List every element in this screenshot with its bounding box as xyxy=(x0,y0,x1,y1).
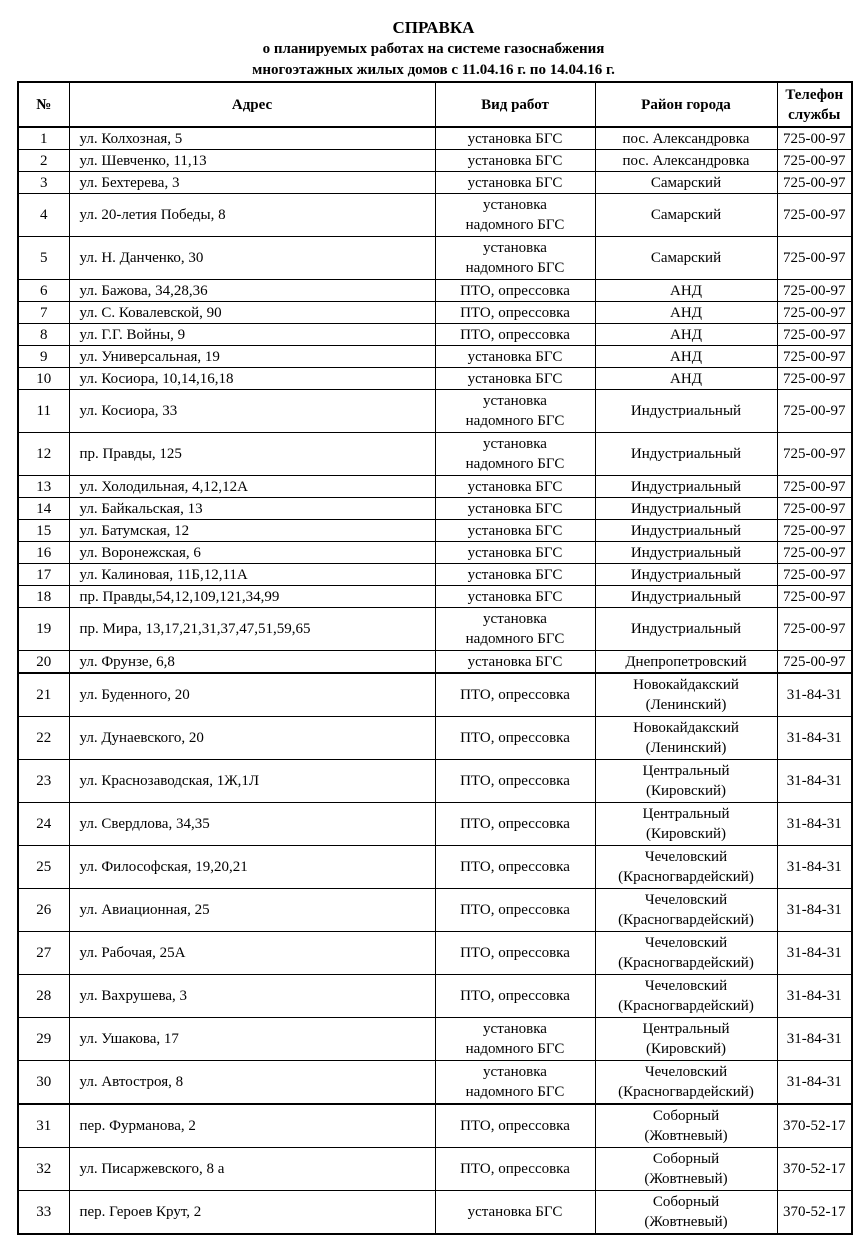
cell-line: пос. Александровка xyxy=(622,152,750,169)
cell-line: надомного БГС xyxy=(465,456,565,472)
cell-line: установка БГС xyxy=(467,370,563,387)
row-number: 26 xyxy=(18,889,69,932)
district-cell xyxy=(595,498,777,520)
work-type-cell xyxy=(435,608,595,651)
table-row xyxy=(18,542,852,564)
work-type-cell xyxy=(435,760,595,803)
cell-line: (Красногвардейский) xyxy=(618,955,754,971)
table-row xyxy=(18,651,852,674)
cell-line: Центральный xyxy=(642,1021,730,1037)
work-type-cell xyxy=(435,172,595,194)
row-number: 20 xyxy=(18,651,69,674)
cell-line: Чечеловский xyxy=(644,892,728,908)
cell-line: Соборный xyxy=(652,1151,720,1167)
cell-line: надомного БГС xyxy=(465,260,565,276)
phone-cell: 725-00-97 xyxy=(777,324,852,346)
district-cell xyxy=(595,803,777,846)
cell-line: Чечеловский xyxy=(644,978,728,994)
address-cell: ул. Свердлова, 34,35 xyxy=(69,803,435,846)
district-cell xyxy=(595,608,777,651)
row-number: 2 xyxy=(18,150,69,172)
cell-line: установка xyxy=(483,611,547,627)
cell-line: ПТО, опрессовка xyxy=(460,859,570,875)
cell-line: Соборный xyxy=(652,1194,720,1210)
phone-cell: 725-00-97 xyxy=(777,172,852,194)
work-type-cell xyxy=(435,586,595,608)
cell-line: Индустриальный xyxy=(630,446,742,462)
table-row xyxy=(18,368,852,390)
cell-line: установка БГС xyxy=(467,478,563,495)
address-cell: ул. Воронежская, 6 xyxy=(69,542,435,564)
table-row xyxy=(18,127,852,150)
cell-line: Индустриальный xyxy=(630,621,742,637)
cell-line: ПТО, опрессовка xyxy=(460,1118,570,1134)
table-row xyxy=(18,433,852,476)
row-number: 13 xyxy=(18,476,69,498)
district-cell xyxy=(595,324,777,346)
district-cell xyxy=(595,889,777,932)
work-type-cell xyxy=(435,194,595,237)
cell-line: ПТО, опрессовка xyxy=(460,1161,570,1177)
row-number: 21 xyxy=(18,673,69,717)
address-cell: пер. Фурманова, 2 xyxy=(69,1104,435,1148)
work-type-cell xyxy=(435,889,595,932)
address-cell: ул. Универсальная, 19 xyxy=(69,346,435,368)
address-cell: ул. Философская, 19,20,21 xyxy=(69,846,435,889)
cell-line: установка xyxy=(483,436,547,452)
phone-cell: 725-00-97 xyxy=(777,237,852,280)
cell-line: АНД xyxy=(670,282,702,299)
cell-line: ПТО, опрессовка xyxy=(460,988,570,1004)
table-row xyxy=(18,520,852,542)
cell-line: установка БГС xyxy=(467,544,563,561)
row-number: 8 xyxy=(18,324,69,346)
address-cell: пр. Правды,54,12,109,121,34,99 xyxy=(69,586,435,608)
district-cell xyxy=(595,846,777,889)
cell-line: установка xyxy=(483,1021,547,1037)
district-cell xyxy=(595,194,777,237)
table-row xyxy=(18,803,852,846)
phone-cell: 31-84-31 xyxy=(777,717,852,760)
district-cell xyxy=(595,237,777,280)
row-number: 29 xyxy=(18,1018,69,1061)
district-cell xyxy=(595,1061,777,1105)
work-type-cell xyxy=(435,803,595,846)
cell-line: Самарский xyxy=(650,207,722,223)
cell-line: (Кировский) xyxy=(645,1041,727,1057)
row-number: 16 xyxy=(18,542,69,564)
cell-line: Индустриальный xyxy=(630,522,742,539)
table-row xyxy=(18,498,852,520)
cell-line: Чечеловский xyxy=(644,1064,728,1080)
work-type-cell xyxy=(435,542,595,564)
row-number: 27 xyxy=(18,932,69,975)
work-type-cell xyxy=(435,368,595,390)
cell-line: установка xyxy=(483,240,547,256)
cell-line: (Жовтневый) xyxy=(644,1171,728,1187)
row-number: 31 xyxy=(18,1104,69,1148)
table-row xyxy=(18,1104,852,1148)
table-row xyxy=(18,975,852,1018)
cell-line: АНД xyxy=(670,326,702,343)
row-number: 7 xyxy=(18,302,69,324)
cell-line: установка БГС xyxy=(467,653,563,670)
cell-line: установка xyxy=(483,197,547,213)
phone-cell: 725-00-97 xyxy=(777,651,852,674)
cell-line: Индустриальный xyxy=(630,403,742,419)
district-cell xyxy=(595,127,777,150)
cell-line: установка БГС xyxy=(467,130,563,147)
table-row xyxy=(18,346,852,368)
phone-cell: 725-00-97 xyxy=(777,542,852,564)
district-cell xyxy=(595,150,777,172)
phone-cell: 725-00-97 xyxy=(777,127,852,150)
row-number: 24 xyxy=(18,803,69,846)
work-type-cell xyxy=(435,1018,595,1061)
table-row xyxy=(18,889,852,932)
address-cell: ул. Фрунзе, 6,8 xyxy=(69,651,435,674)
row-number: 15 xyxy=(18,520,69,542)
row-number: 17 xyxy=(18,564,69,586)
table-row xyxy=(18,172,852,194)
cell-line: надомного БГС xyxy=(465,413,565,429)
document-subtitle-line2: многоэтажных жилых домов с 11.04.16 г. по 14.04.16 г. xyxy=(252,62,615,78)
cell-line: АНД xyxy=(670,370,702,387)
row-number: 30 xyxy=(18,1061,69,1105)
cell-line: Соборный xyxy=(652,1108,720,1124)
row-number: 6 xyxy=(18,280,69,302)
table-row xyxy=(18,846,852,889)
address-cell: пер. Героев Крут, 2 xyxy=(69,1191,435,1235)
district-cell xyxy=(595,717,777,760)
row-number: 25 xyxy=(18,846,69,889)
phone-cell: 725-00-97 xyxy=(777,346,852,368)
row-number: 18 xyxy=(18,586,69,608)
phone-cell: 725-00-97 xyxy=(777,564,852,586)
cell-line: АНД xyxy=(670,348,702,365)
work-type-cell xyxy=(435,520,595,542)
cell-line: Центральный xyxy=(642,806,730,822)
table-row xyxy=(18,237,852,280)
phone-cell: 370-52-17 xyxy=(777,1104,852,1148)
cell-line: (Красногвардейский) xyxy=(618,912,754,928)
phone-cell: 725-00-97 xyxy=(777,608,852,651)
cell-line: ПТО, опрессовка xyxy=(460,816,570,832)
address-cell: ул. Шевченко, 11,13 xyxy=(69,150,435,172)
address-cell: ул. Ушакова, 17 xyxy=(69,1018,435,1061)
cell-line: Чечеловский xyxy=(644,849,728,865)
address-cell: ул. Рабочая, 25А xyxy=(69,932,435,975)
district-cell xyxy=(595,280,777,302)
phone-cell: 725-00-97 xyxy=(777,520,852,542)
table-row xyxy=(18,1018,852,1061)
cell-line: Индустриальный xyxy=(630,478,742,495)
row-number: 4 xyxy=(18,194,69,237)
address-cell: ул. Буденного, 20 xyxy=(69,673,435,717)
work-type-cell xyxy=(435,476,595,498)
district-cell xyxy=(595,302,777,324)
column-header-address: Адрес xyxy=(69,82,435,127)
cell-line: установка БГС xyxy=(467,522,563,539)
work-type-cell xyxy=(435,150,595,172)
district-cell xyxy=(595,1104,777,1148)
works-table xyxy=(17,81,853,1235)
address-cell: ул. Батумская, 12 xyxy=(69,520,435,542)
phone-cell: 31-84-31 xyxy=(777,975,852,1018)
phone-cell: 725-00-97 xyxy=(777,150,852,172)
cell-line: установка xyxy=(483,1064,547,1080)
row-number: 28 xyxy=(18,975,69,1018)
row-number: 33 xyxy=(18,1191,69,1235)
row-number: 19 xyxy=(18,608,69,651)
table-row xyxy=(18,476,852,498)
cell-line: Индустриальный xyxy=(630,544,742,561)
cell-line: Центральный xyxy=(642,763,730,779)
cell-line: Днепропетровский xyxy=(625,653,747,670)
table-row xyxy=(18,760,852,803)
row-number: 12 xyxy=(18,433,69,476)
phone-cell: 725-00-97 xyxy=(777,476,852,498)
district-cell xyxy=(595,542,777,564)
work-type-cell xyxy=(435,433,595,476)
table-row xyxy=(18,586,852,608)
work-type-cell xyxy=(435,846,595,889)
column-header-work: Вид работ xyxy=(435,82,595,127)
row-number: 9 xyxy=(18,346,69,368)
table-row xyxy=(18,564,852,586)
table-row xyxy=(18,1191,852,1235)
row-number: 22 xyxy=(18,717,69,760)
row-number: 23 xyxy=(18,760,69,803)
district-cell xyxy=(595,172,777,194)
cell-line: надомного БГС xyxy=(465,1084,565,1100)
phone-cell: 725-00-97 xyxy=(777,280,852,302)
cell-line: (Красногвардейский) xyxy=(618,998,754,1014)
address-cell: ул. Косиора, 33 xyxy=(69,390,435,433)
cell-line: (Красногвардейский) xyxy=(618,1084,754,1100)
address-cell: ул. С. Ковалевской, 90 xyxy=(69,302,435,324)
cell-line: Самарский xyxy=(650,174,722,191)
cell-line: ПТО, опрессовка xyxy=(460,902,570,918)
district-cell xyxy=(595,390,777,433)
work-type-cell xyxy=(435,302,595,324)
work-type-cell xyxy=(435,324,595,346)
cell-line: ПТО, опрессовка xyxy=(460,687,570,703)
column-header-district: Район города xyxy=(595,82,777,127)
cell-line: Новокайдакский xyxy=(633,720,739,736)
cell-line: (Жовтневый) xyxy=(644,1128,728,1144)
address-cell: ул. Калиновая, 11Б,12,11А xyxy=(69,564,435,586)
table-row xyxy=(18,673,852,717)
work-type-cell xyxy=(435,717,595,760)
table-row xyxy=(18,1061,852,1105)
cell-line: ПТО, опрессовка xyxy=(460,282,570,299)
document-subtitle-line1: о планируемых работах на системе газоснабжения xyxy=(262,41,605,57)
cell-line: ПТО, опрессовка xyxy=(460,304,570,321)
address-cell: ул. Краснозаводская, 1Ж,1Л xyxy=(69,760,435,803)
cell-line: установка БГС xyxy=(467,500,563,517)
table-row xyxy=(18,1148,852,1191)
address-cell: ул. Холодильная, 4,12,12А xyxy=(69,476,435,498)
district-cell xyxy=(595,1191,777,1235)
phone-cell: 31-84-31 xyxy=(777,889,852,932)
work-type-cell xyxy=(435,1104,595,1148)
phone-cell: 31-84-31 xyxy=(777,803,852,846)
address-cell: ул. Н. Данченко, 30 xyxy=(69,237,435,280)
district-cell xyxy=(595,476,777,498)
cell-line: (Кировский) xyxy=(645,783,727,799)
cell-line: установка БГС xyxy=(467,348,563,365)
table-row xyxy=(18,932,852,975)
cell-line: ПТО, опрессовка xyxy=(460,773,570,789)
work-type-cell xyxy=(435,1148,595,1191)
table-row xyxy=(18,608,852,651)
phone-cell: 31-84-31 xyxy=(777,1018,852,1061)
district-cell xyxy=(595,586,777,608)
address-cell: пр. Мира, 13,17,21,31,37,47,51,59,65 xyxy=(69,608,435,651)
cell-line: (Жовтневый) xyxy=(644,1214,728,1230)
cell-line: Чечеловский xyxy=(644,935,728,951)
cell-line: ПТО, опрессовка xyxy=(460,945,570,961)
district-cell xyxy=(595,1148,777,1191)
address-cell: ул. Косиора, 10,14,16,18 xyxy=(69,368,435,390)
cell-line: установка БГС xyxy=(467,588,563,605)
address-cell: ул. Колхозная, 5 xyxy=(69,127,435,150)
address-cell: ул. Вахрушева, 3 xyxy=(69,975,435,1018)
cell-line: Самарский xyxy=(650,250,722,266)
address-cell: ул. Писаржевского, 8 а xyxy=(69,1148,435,1191)
address-cell: ул. Байкальская, 13 xyxy=(69,498,435,520)
district-cell xyxy=(595,520,777,542)
cell-line: установка БГС xyxy=(467,566,563,583)
phone-cell: 370-52-17 xyxy=(777,1191,852,1235)
row-number: 5 xyxy=(18,237,69,280)
cell-line: надомного БГС xyxy=(465,631,565,647)
table-row xyxy=(18,390,852,433)
cell-line: установка БГС xyxy=(467,174,563,191)
cell-line: (Кировский) xyxy=(645,826,727,842)
district-cell xyxy=(595,932,777,975)
row-number: 1 xyxy=(18,127,69,150)
phone-cell: 725-00-97 xyxy=(777,433,852,476)
column-header-num: № xyxy=(18,82,69,127)
cell-line: установка БГС xyxy=(467,1204,563,1220)
district-cell xyxy=(595,433,777,476)
address-cell: ул. Бехтерева, 3 xyxy=(69,172,435,194)
address-cell: ул. Дунаевского, 20 xyxy=(69,717,435,760)
column-header-phone: Телефон службы xyxy=(777,82,852,127)
table-body xyxy=(18,127,852,1234)
row-number: 14 xyxy=(18,498,69,520)
cell-line: АНД xyxy=(670,304,702,321)
table-row xyxy=(18,717,852,760)
district-cell xyxy=(595,368,777,390)
district-cell xyxy=(595,346,777,368)
phone-cell: 725-00-97 xyxy=(777,368,852,390)
work-type-cell xyxy=(435,975,595,1018)
phone-cell: 370-52-17 xyxy=(777,1148,852,1191)
phone-cell: 725-00-97 xyxy=(777,194,852,237)
phone-cell: 31-84-31 xyxy=(777,760,852,803)
row-number: 11 xyxy=(18,390,69,433)
work-type-cell xyxy=(435,498,595,520)
cell-line: Индустриальный xyxy=(630,500,742,517)
phone-cell: 31-84-31 xyxy=(777,673,852,717)
cell-line: Новокайдакский xyxy=(633,677,739,693)
table-row xyxy=(18,150,852,172)
cell-line: (Ленинский) xyxy=(645,697,727,713)
work-type-cell xyxy=(435,673,595,717)
cell-line: установка БГС xyxy=(467,152,563,169)
table-row xyxy=(18,280,852,302)
district-cell xyxy=(595,1018,777,1061)
cell-line: установка xyxy=(483,393,547,409)
address-cell: пр. Правды, 125 xyxy=(69,433,435,476)
work-type-cell xyxy=(435,280,595,302)
cell-line: пос. Александровка xyxy=(622,130,750,147)
phone-cell: 31-84-31 xyxy=(777,846,852,889)
phone-cell: 725-00-97 xyxy=(777,498,852,520)
row-number: 32 xyxy=(18,1148,69,1191)
district-cell xyxy=(595,975,777,1018)
phone-cell: 725-00-97 xyxy=(777,390,852,433)
district-cell xyxy=(595,760,777,803)
work-type-cell xyxy=(435,127,595,150)
table-header-row xyxy=(18,82,852,127)
address-cell: ул. Бажова, 34,28,36 xyxy=(69,280,435,302)
work-type-cell xyxy=(435,564,595,586)
work-type-cell xyxy=(435,932,595,975)
cell-line: ПТО, опрессовка xyxy=(460,326,570,343)
phone-cell: 31-84-31 xyxy=(777,932,852,975)
district-cell xyxy=(595,564,777,586)
address-cell: ул. 20-летия Победы, 8 xyxy=(69,194,435,237)
table-row xyxy=(18,324,852,346)
address-cell: ул. Г.Г. Войны, 9 xyxy=(69,324,435,346)
work-type-cell xyxy=(435,346,595,368)
cell-line: (Красногвардейский) xyxy=(618,869,754,885)
cell-line: (Ленинский) xyxy=(645,740,727,756)
cell-line: ПТО, опрессовка xyxy=(460,730,570,746)
address-cell: ул. Авиационная, 25 xyxy=(69,889,435,932)
cell-line: Индустриальный xyxy=(630,588,742,605)
table-row xyxy=(18,194,852,237)
work-type-cell xyxy=(435,1191,595,1235)
cell-line: надомного БГС xyxy=(465,1041,565,1057)
table-row xyxy=(18,302,852,324)
district-cell xyxy=(595,673,777,717)
work-type-cell xyxy=(435,651,595,674)
district-cell xyxy=(595,651,777,674)
phone-cell: 725-00-97 xyxy=(777,302,852,324)
cell-line: Индустриальный xyxy=(630,566,742,583)
work-type-cell xyxy=(435,1061,595,1105)
phone-cell: 31-84-31 xyxy=(777,1061,852,1105)
row-number: 10 xyxy=(18,368,69,390)
work-type-cell xyxy=(435,237,595,280)
cell-line: надомного БГС xyxy=(465,217,565,233)
address-cell: ул. Автостроя, 8 xyxy=(69,1061,435,1105)
work-type-cell xyxy=(435,390,595,433)
row-number: 3 xyxy=(18,172,69,194)
phone-cell: 725-00-97 xyxy=(777,586,852,608)
document-title: СПРАВКА xyxy=(392,18,475,37)
